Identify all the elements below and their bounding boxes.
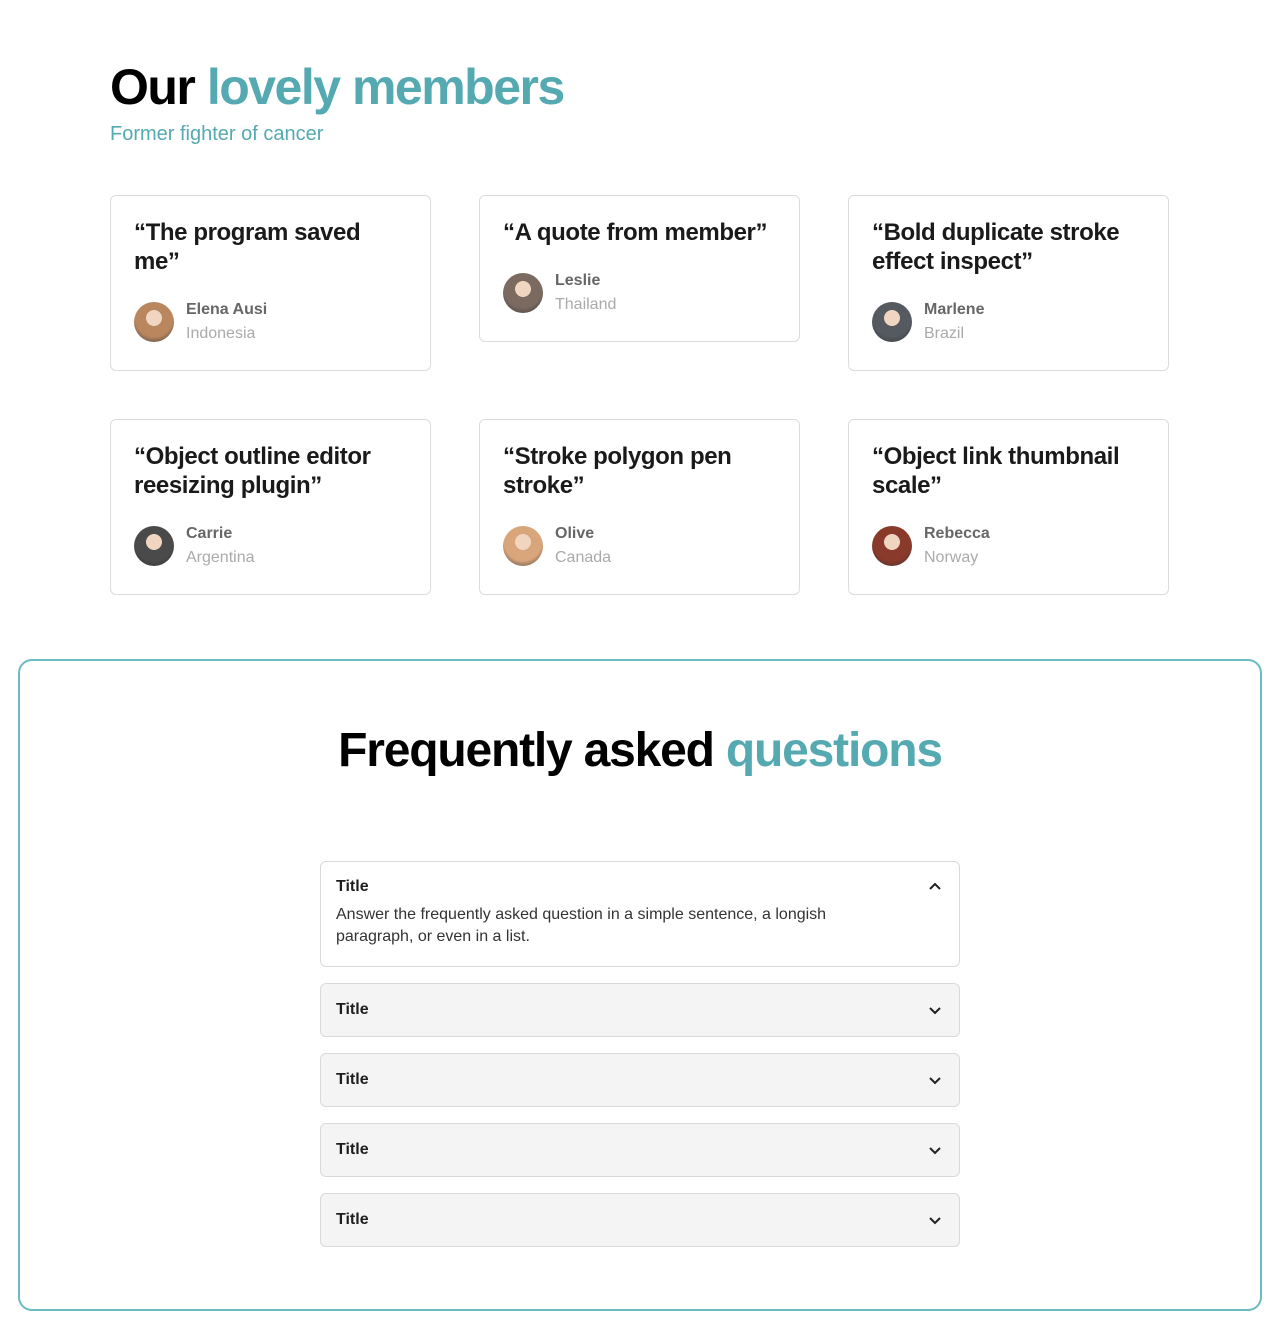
heading-accent: lovely members <box>206 59 564 115</box>
member-card <box>110 195 431 371</box>
member-info <box>134 522 407 570</box>
faq-item[interactable] <box>320 1193 960 1247</box>
member-name: Olive <box>555 525 595 542</box>
member-location: Brazil <box>924 325 965 342</box>
avatar <box>872 302 912 342</box>
member-info <box>872 522 1145 570</box>
faq-item-title: Title <box>336 878 369 895</box>
member-name: Rebecca <box>924 525 990 542</box>
avatar <box>503 526 543 566</box>
member-location: Indonesia <box>186 325 256 342</box>
member-name: Marlene <box>924 301 985 318</box>
heading-accent: questions <box>725 724 942 777</box>
member-name: Elena Ausi <box>186 301 268 318</box>
heading-part: Frequently asked <box>338 724 714 777</box>
chevron-down-icon[interactable] <box>926 1141 944 1159</box>
member-info <box>503 269 776 317</box>
faq-item[interactable] <box>320 1123 960 1177</box>
faq-item-title: Title <box>336 1211 369 1228</box>
faq-heading <box>20 723 1260 778</box>
member-info <box>872 298 1145 346</box>
chevron-up-icon[interactable] <box>926 878 944 896</box>
faq-item-title: Title <box>336 1001 369 1018</box>
faq-item[interactable] <box>320 983 960 1037</box>
member-quote: “Bold duplicate stroke effect inspect” <box>872 219 1120 275</box>
member-info <box>503 522 776 570</box>
member-location: Argentina <box>186 549 255 566</box>
members-heading <box>110 58 564 116</box>
member-quote: “The program saved me” <box>134 219 361 275</box>
member-location: Norway <box>924 549 979 566</box>
chevron-down-icon[interactable] <box>926 1071 944 1089</box>
chevron-down-icon[interactable] <box>926 1001 944 1019</box>
member-card <box>848 419 1169 595</box>
avatar <box>134 526 174 566</box>
faq-item-title: Title <box>336 1071 369 1088</box>
avatar <box>134 302 174 342</box>
member-quote: “A quote from member” <box>503 219 768 246</box>
avatar <box>872 526 912 566</box>
member-card <box>110 419 431 595</box>
faq-item[interactable] <box>320 1053 960 1107</box>
chevron-down-icon[interactable] <box>926 1211 944 1229</box>
member-card <box>479 419 800 595</box>
member-name: Leslie <box>555 272 601 289</box>
member-card <box>479 195 800 342</box>
member-quote: “Object link thumbnail scale” <box>872 443 1120 499</box>
faq-item-answer: Answer the frequently asked question in a simple sentence, a longish paragraph, or even in a list. <box>336 906 827 945</box>
faq-section <box>18 659 1262 1311</box>
member-location: Canada <box>555 549 612 566</box>
member-info <box>134 298 407 346</box>
members-subtitle: Former fighter of cancer <box>110 123 324 145</box>
avatar <box>503 273 543 313</box>
faq-item-title: Title <box>336 1141 369 1158</box>
member-name: Carrie <box>186 525 233 542</box>
member-quote: “Stroke polygon pen stroke” <box>503 443 732 499</box>
heading-part: Our <box>110 59 195 115</box>
member-location: Thailand <box>555 296 617 313</box>
faq-item-expanded[interactable] <box>320 861 960 967</box>
member-quote: “Object outline editor reesizing plugin” <box>134 443 371 499</box>
member-card <box>848 195 1169 371</box>
